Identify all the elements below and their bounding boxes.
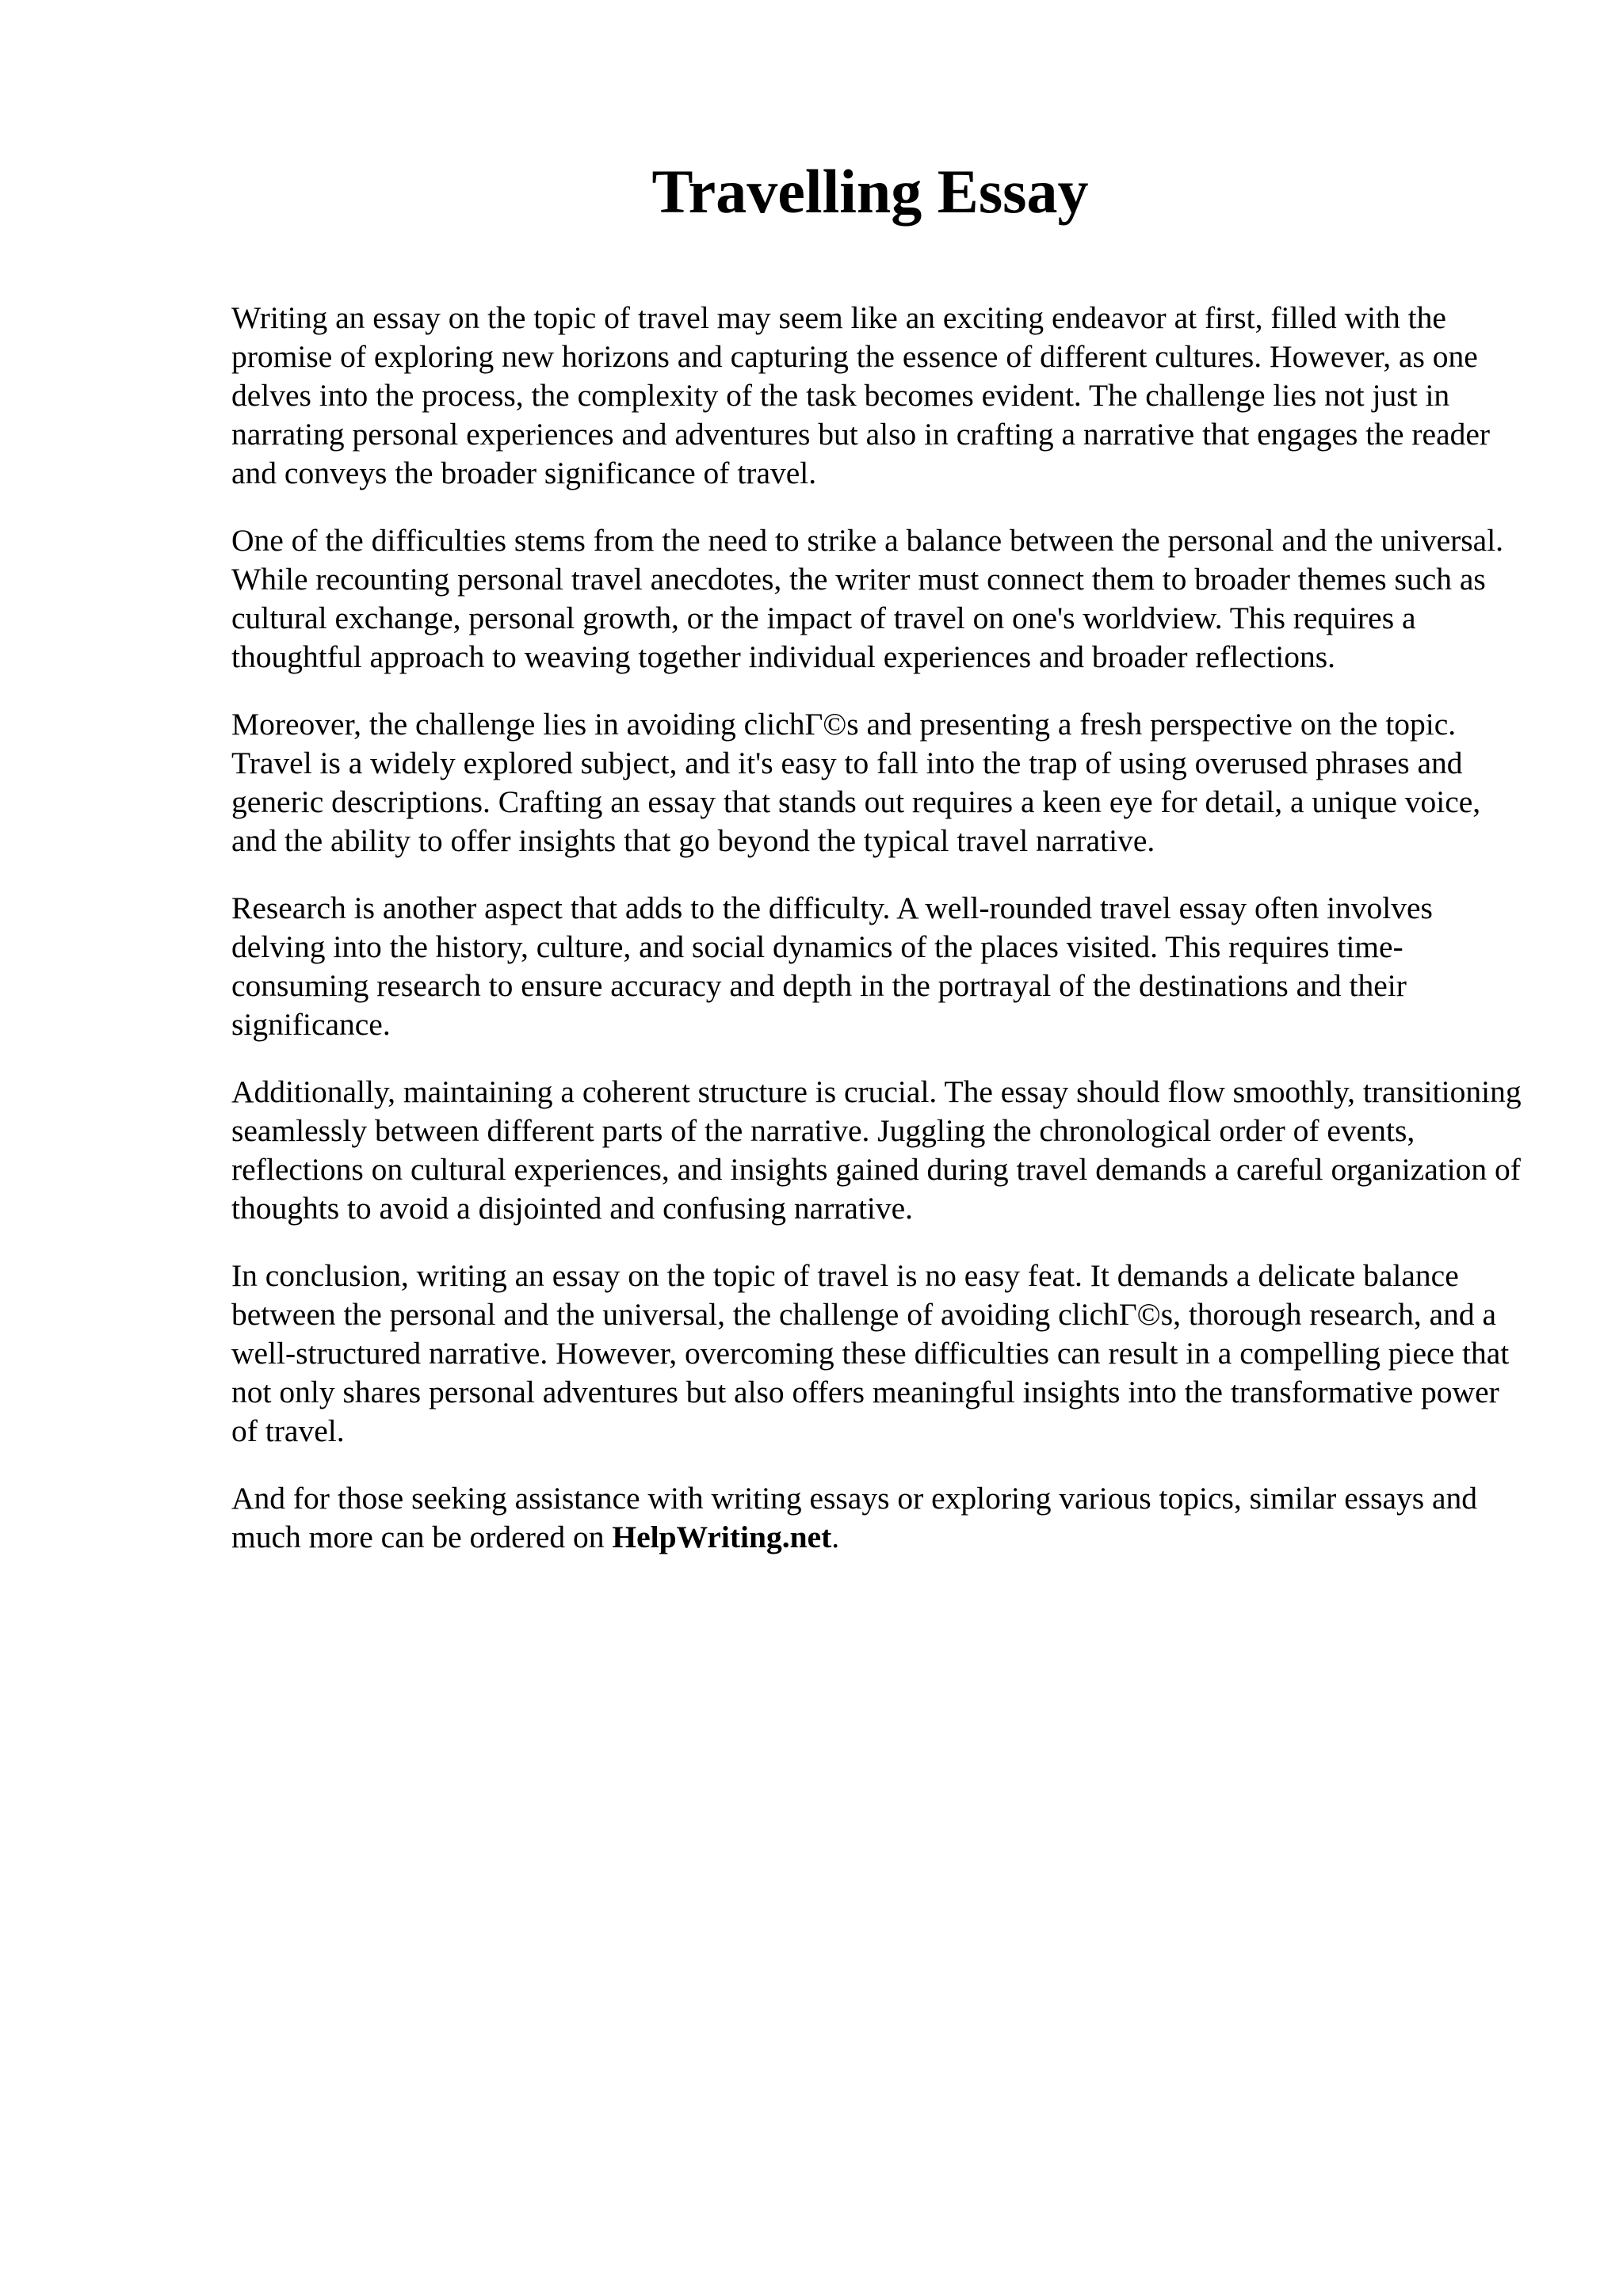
paragraph-2: One of the difficulties stems from the need to strike a balance between the personal and the universal. While recounting personal travel anecdotes, the writer must connect them to broader themes such as cultural exchange, personal growth, or the impact of travel on one's worldview. This requires a thoughtful approach to weaving together individual experiences and broader reflections. <box>231 523 1504 674</box>
paragraph-4: Research is another aspect that adds to the difficulty. A well-rounded travel essay often involves delving into the history, culture, and social dynamics of the places visited. This requires time-consuming research to ensure accuracy and depth in the portrayal of the destinations and their significance. <box>231 891 1433 1042</box>
paragraph-1: Writing an essay on the topic of travel may seem like an exciting endeavor at first, filled with the promise of exploring new horizons and capturing the essence of different cultures. However, as one delves into the process, the complexity of the task becomes evident. The challenge lies not just in narrating personal experiences and adventures but also in crafting a narrative that engages the reader and conveys the broader significance of travel. <box>231 300 1491 490</box>
brand-link[interactable]: HelpWriting.net <box>612 1520 832 1554</box>
closing-text: And for those seeking assistance with writing essays or exploring various topics, similar essays and much more can be ordered on <box>231 1481 1478 1554</box>
paragraph-5: Additionally, maintaining a coherent structure is crucial. The essay should flow smoothly, transitioning seamlessly between different parts of the narrative. Juggling the chronological order of events, reflections on cultural experiences, and insights gained during travel demands a careful organization of thoughts to avoid a disjointed and confusing narrative. <box>231 1074 1522 1226</box>
document-title: Travelling Essay <box>651 157 1089 226</box>
closing-end: . <box>831 1520 840 1554</box>
paragraph-6: In conclusion, writing an essay on the topic of travel is no easy feat. It demands a delicate balance between the personal and the universal, the challenge of avoiding clichΓ©s, thorough research, and a well-structured narrative. However, overcoming these difficulties can result in a compelling piece that not only shares personal adventures but also offers meaningful insights into the transformative power of travel. <box>231 1258 1510 1448</box>
document-body <box>231 299 1531 1585</box>
closing-paragraph <box>231 1479 1531 1557</box>
paragraph-3: Moreover, the challenge lies in avoiding clichΓ©s and presenting a fresh perspective on the topic. Travel is a widely explored subject, and it's easy to fall into the trap of using overused phrases and generic descriptions. Crafting an essay that stands out requires a keen eye for detail, a unique voice, and the ability to offer insights that go beyond the typical travel narrative. <box>231 707 1481 858</box>
